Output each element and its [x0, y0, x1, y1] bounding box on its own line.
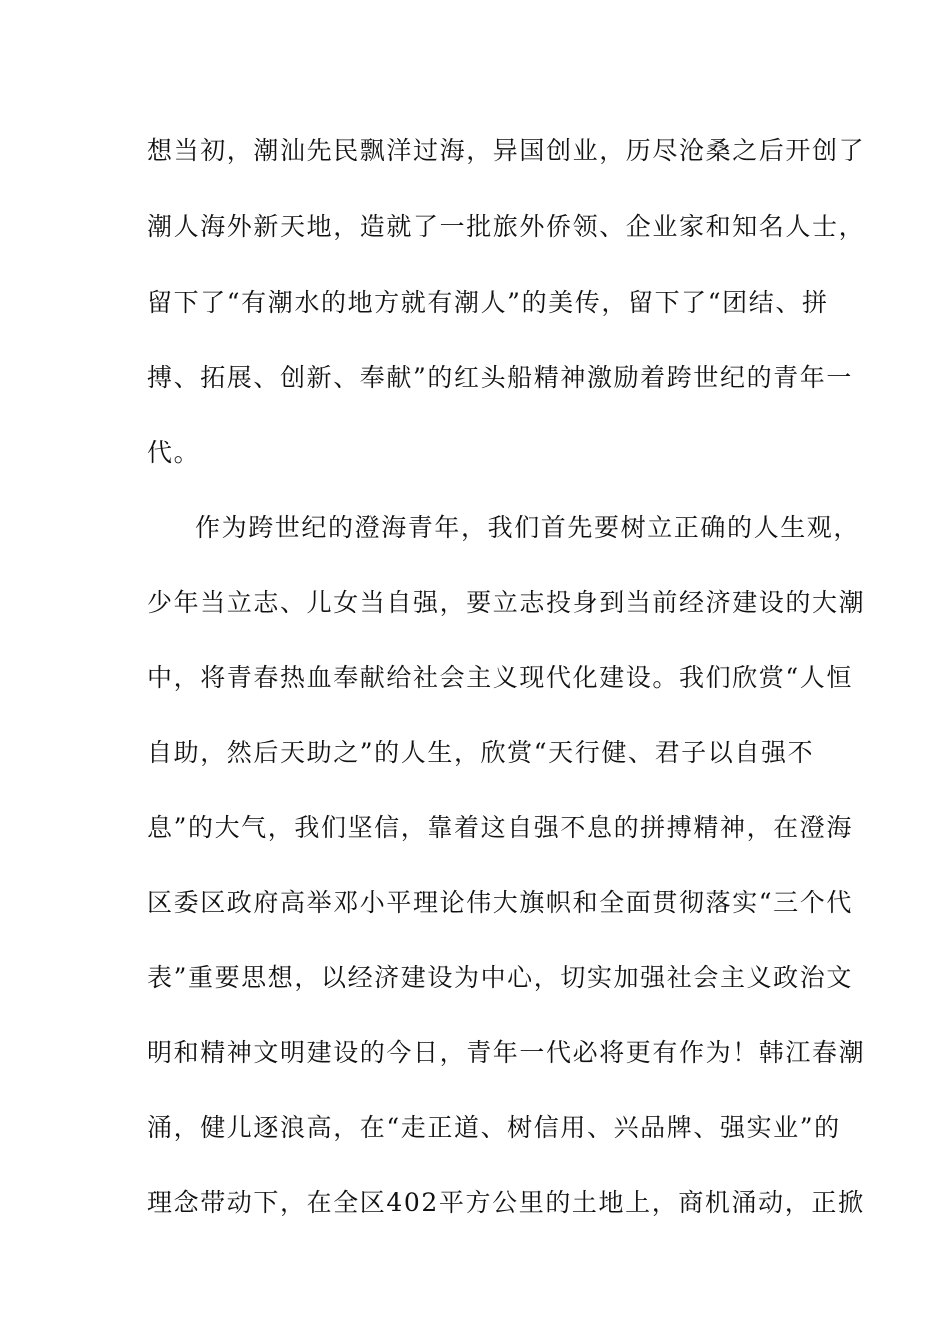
paragraph-line: 留下了“有潮水的地方就有潮人”的美传，留下了“团结、拼 [147, 288, 829, 317]
paragraph-line: 潮人海外新天地，造就了一批旅外侨领、企业家和知名人士， [147, 212, 866, 241]
paragraph-line: 息”的大气，我们坚信，靠着这自强不息的拼搏精神，在澄海 [147, 813, 853, 842]
paragraph-line: 代。 [147, 438, 201, 467]
paragraph-line: 表”重要思想，以经济建设为中心，切实加强社会主义政治文 [147, 963, 853, 992]
paragraph-line: 搏、拓展、创新、奉献”的红头船精神激励着跨世纪的青年一 [147, 363, 853, 392]
paragraph-line: 中，将青春热血奉献给社会主义现代化建设。我们欣赏“人恒 [147, 663, 853, 692]
paragraph-line: 作为跨世纪的澄海青年，我们首先要树立正确的人生观， [195, 513, 861, 542]
paragraph-line: 涌，健儿逐浪高，在“走正道、树信用、兴品牌、强实业”的 [147, 1113, 841, 1142]
paragraph-line: 少年当立志、儿女当自强，要立志投身到当前经济建设的大潮 [147, 588, 866, 617]
paragraph-line: 自助，然后天助之”的人生，欣赏“天行健、君子以自强不 [147, 738, 815, 767]
paragraph-line: 明和精神文明建设的今日，青年一代必将更有作为！韩江春潮 [147, 1038, 866, 1067]
paragraph-line: 理念带动下，在全区402平方公里的土地上，商机涌动，正掀 [147, 1188, 865, 1217]
paragraph-line: 区委区政府高举邓小平理论伟大旗帜和全面贯彻落实“三个代 [147, 888, 853, 917]
paragraph-line: 想当初，潮汕先民飘洋过海，异国创业，历尽沧桑之后开创了 [147, 136, 866, 165]
